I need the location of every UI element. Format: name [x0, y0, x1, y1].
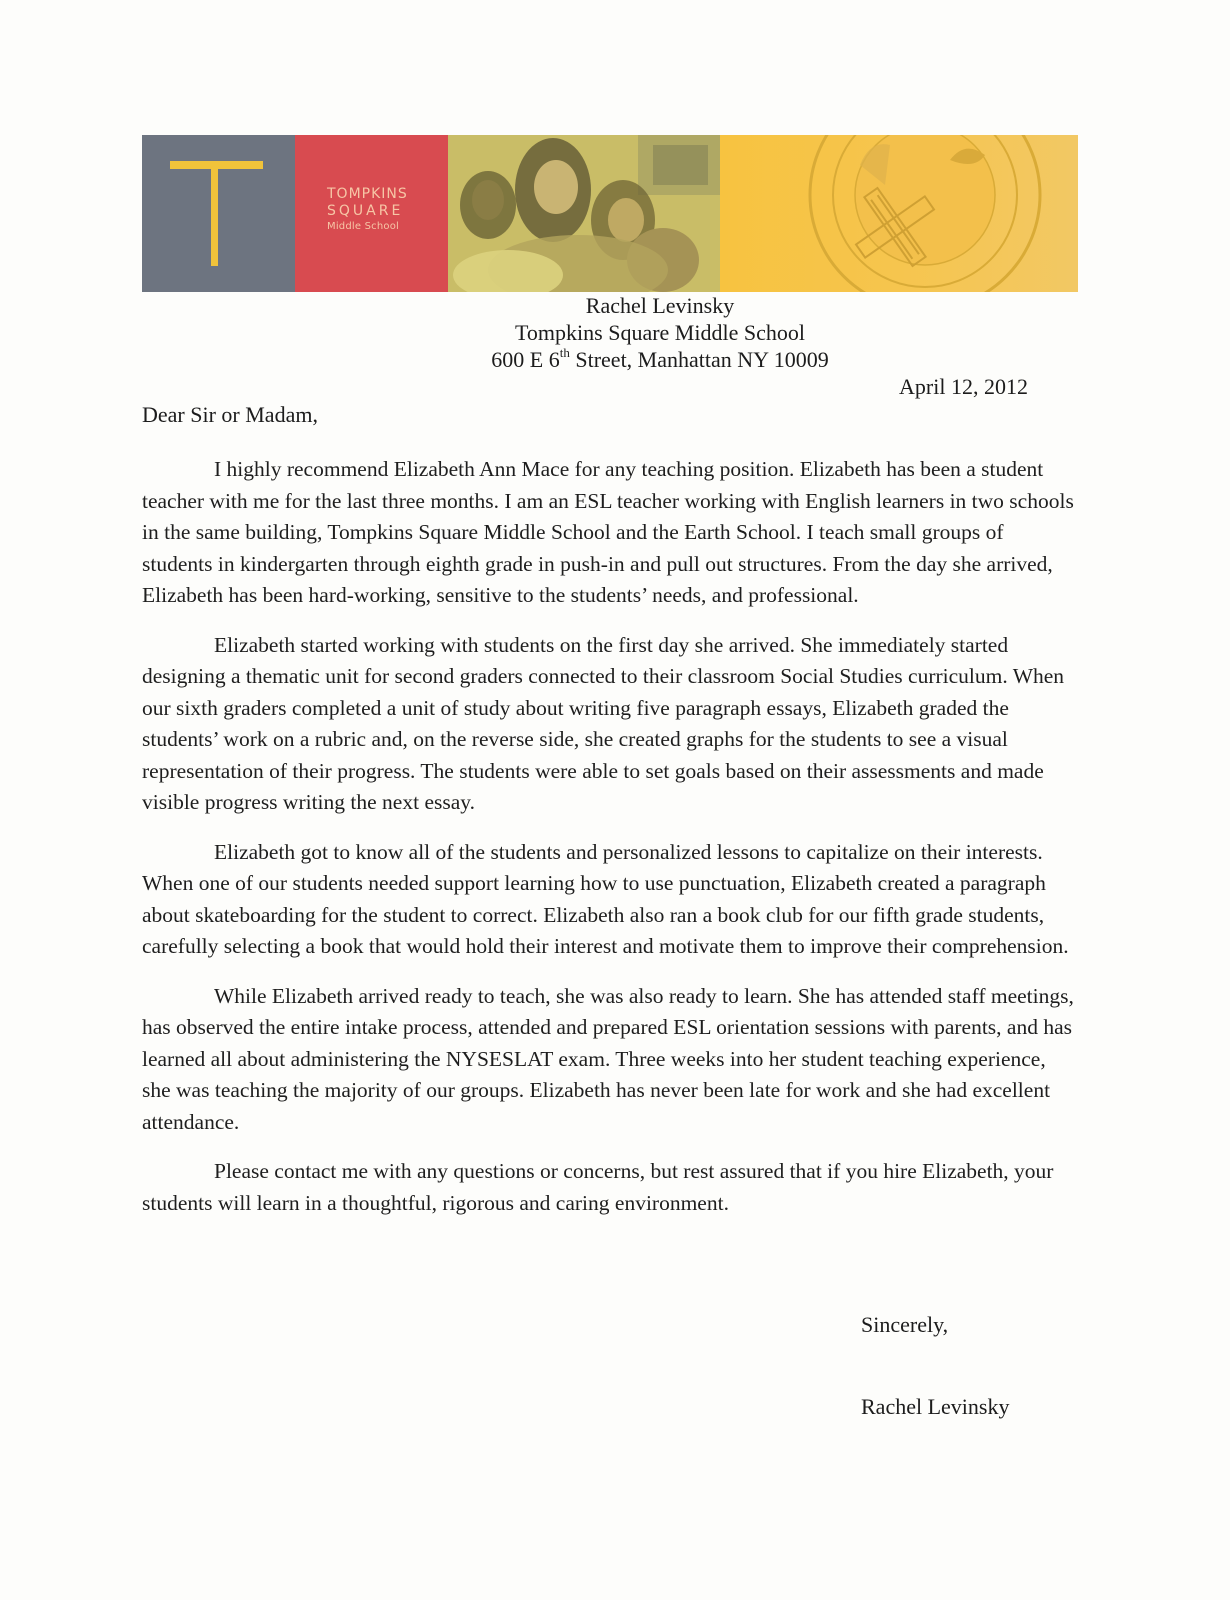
signature-name: Rachel Levinsky — [861, 1394, 1010, 1419]
letterhead — [380, 292, 940, 373]
sender-name: Rachel Levinsky — [585, 293, 735, 318]
body-paragraph: While Elizabeth arrived ready to teach, she was also ready to learn. She has attended staff meetings, has observed the entire intake process, attended and prepared ESL orientation sessions with parents, and has learned all about administering the NYSESLAT exam. Three weeks into her student teaching experience, she was teaching the majority of our groups. Elizabeth has never been late for work and she had excellent attendance. — [142, 983, 1074, 1134]
salutation: Dear Sir or Madam, — [142, 402, 318, 427]
school-name-line1: TOMPKINS — [327, 186, 408, 202]
address-prefix: 600 E 6 — [491, 347, 560, 372]
nyc-seal-panel — [720, 135, 1078, 292]
body-paragraph: Elizabeth got to know all of the students and personalized lessons to capitalize on their interests. When one of our students needed support learning how to use punctuation, Elizabeth created a paragraph about skateboarding for the student to correct. Elizabeth also ran a book club for our fifth grade students, carefully selecting a book that would hold their interest and motivate them to improve their comprehension. — [142, 839, 1069, 958]
sender-school: Tompkins Square Middle School — [515, 320, 805, 345]
t-logo-stem — [211, 161, 218, 266]
address-ordinal: th — [559, 344, 570, 360]
banner-logo-panel — [142, 135, 295, 292]
body-paragraph: I highly recommend Elizabeth Ann Mace for any teaching position. Elizabeth has been a student teacher with me for the last three months. I am an ESL teacher working with English learners in two schools in the same building, Tompkins Square Middle School and the Earth School. I teach small groups of students in kindergarten through eighth grade in push-in and pull out structures. From the day she arrived, Elizabeth has been hard-working, sensitive to the students’ needs, and professional. — [142, 457, 1074, 607]
closing: Sincerely, — [861, 1312, 949, 1337]
banner-name-panel — [295, 135, 448, 292]
address-suffix: Street, Manhattan NY 10009 — [569, 347, 829, 372]
school-name-logo — [327, 187, 408, 232]
body-paragraph: Please contact me with any questions or concerns, but rest assured that if you hire Elizabeth, your students will learn in a thoughtful, rigorous and caring environment. — [142, 1159, 1054, 1215]
school-banner — [142, 135, 1078, 292]
letter-date: April 12, 2012 — [899, 374, 1028, 399]
school-name-line3: Middle School — [327, 221, 400, 232]
school-name-line2: SQUARE — [327, 203, 404, 219]
students-photo-image — [448, 135, 720, 292]
sender-address — [380, 346, 940, 373]
body-paragraph: Elizabeth started working with students on the first day she arrived. She immediately started designing a thematic unit for second graders connected to their classroom Social Studies curriculum. When our sixth graders completed a unit of study about writing five paragraph essays, Elizabeth graded the students’ work on a rubric and, on the reverse side, she created graphs for the students to see a visual representation of their progress. The students were able to set goals based on their assessments and made visible progress writing the next essay. — [142, 632, 1065, 814]
students-photo — [448, 135, 720, 292]
letter-body — [142, 454, 1078, 1237]
nyc-seal-icon — [720, 135, 1078, 292]
